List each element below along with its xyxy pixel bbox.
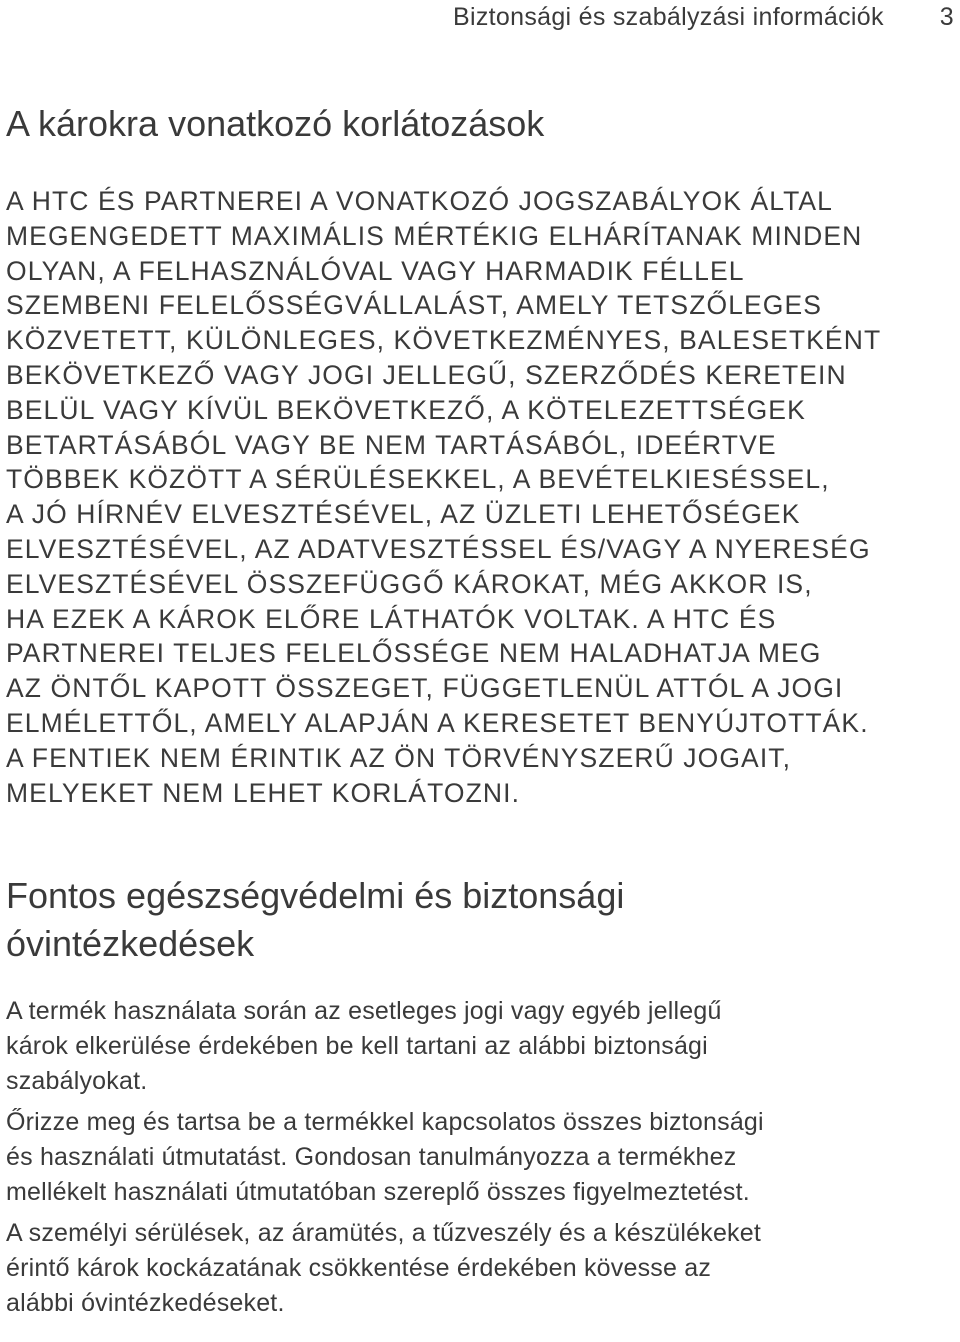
safety-paragraph-2: Őrizze meg és tartsa be a termékkel kapcsolatos összes biztonsági és használati útmutatást. Gondosan tanulmányozza a termékhez mellékelt használati útmutatóban szereplő összes figyelmeztetést.: [6, 1108, 764, 1206]
section-title-damages: A károkra vonatkozó korlátozások: [6, 103, 545, 144]
safety-paragraph-1: A termék használata során az esetleges jogi vagy egyéb jellegű károk elkerülése érdekében be kell tartani az alábbi biztonsági szabályokat.: [6, 997, 722, 1095]
section-safety-precautions: [6, 872, 954, 1321]
section-title-safety: Fontos egészségvédelmi és biztonsági óvintézkedések: [6, 875, 625, 964]
page-number: 3: [939, 2, 954, 31]
running-title: Biztonsági és szabályzási információk: [453, 2, 884, 31]
section-damages-limitation: [6, 100, 954, 810]
damages-disclaimer-text: A HTC ÉS PARTNEREI A VONATKOZÓ JOGSZABÁLYOK ÁLTAL MEGENGEDETT MAXIMÁLIS MÉRTÉKIG ELHÁRÍTANAK MINDEN OLYAN, A FELHASZNÁLÓVAL VAGY HARMADIK FÉLLEL SZEMBENI FELELŐSSÉGVÁLLALÁST, AMELY TETSZŐLEGES KÖZVETETT, KÜLÖNLEGES, KÖVETKEZMÉNYES, BALESETKÉNT BEKÖVETKEZŐ VAGY JOGI JELLEGŰ, SZERZŐDÉS KERETEIN BELÜL VAGY KÍVÜL BEKÖVETKEZŐ, A KÖTELEZETTSÉGEK BETARTÁSÁBÓL VAGY BE NEM TARTÁSÁBÓL, IDEÉRTVE TÖBBEK KÖZÖTT A SÉRÜLÉSEKKEL, A BEVÉTELKIESÉSSEL, A JÓ HÍRNÉV ELVESZTÉSÉVEL, AZ ÜZLETI LEHETŐSÉGEK ELVESZTÉSÉVEL, AZ ADATVESZTÉSSEL ÉS/VAGY A NYERESÉG ELVESZTÉSÉVEL ÖSSZEFÜGGŐ KÁROKAT, MÉG AKKOR IS, HA EZEK A KÁROK ELŐRE LÁTHATÓK VOLTAK. A HTC ÉS PARTNEREI TELJES FELELŐSSÉGE NEM HALADHATJA MEG AZ ÖNTŐL KAPOTT ÖSSZEGET, FÜGGETLENÜL ATTÓL A JOGI ELMÉLETTŐL, AMELY ALAPJÁN A KERESETET BENYÚJTOTTÁK. A FENTIEK NEM ÉRINTIK AZ ÖN TÖRVÉNYSZERŰ JOGAIT, MELYEKET NEM LEHET KORLÁTOZNI.: [6, 186, 882, 808]
safety-paragraph-3: A személyi sérülések, az áramütés, a tűzveszély és a készülékeket érintő károk kockázatának csökkentése érdekében kövesse az alábbi óvintézkedéseket.: [6, 1219, 761, 1317]
running-header: [453, 0, 954, 34]
